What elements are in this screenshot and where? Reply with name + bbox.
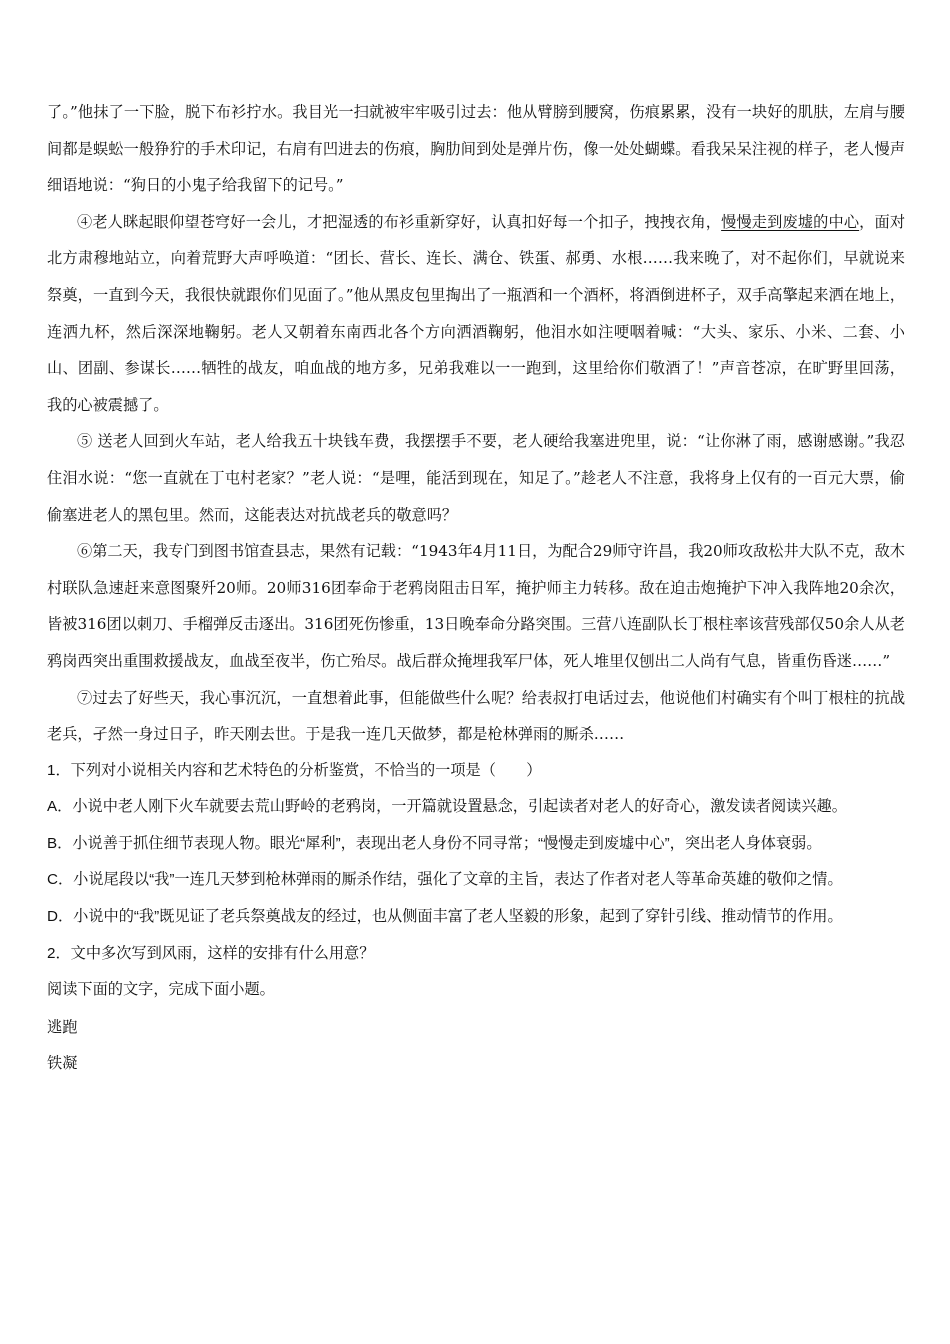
question-2-stem: 2．文中多次写到风雨，这样的安排有什么用意？ (47, 944, 375, 962)
questions-section (47, 753, 905, 1082)
next-passage-title: 逃跑 (47, 1017, 78, 1036)
question-1-option-b: B．小说善于抓住细节表现人物。眼光“犀利”，表现出老人身份不同寻常；“慢慢走到废墟中心”，突出老人身体衰弱。 (47, 834, 822, 852)
story-paragraph-5: ⑤ 送老人回到火车站，老人给我五十块钱车费，我摆摆手不要，老人硬给我塞进兜里，说：“让你淋了雨，感谢感谢。”我忍住泪水说：“您一直就在丁屯村老家？”老人说：“是哩，能活到现在，知足了。”趁老人不注意，我将身上仅有的一百元大票，偷偷塞进老人的黑包里。然而，这能表达对抗战老兵的敬意吗？ (47, 432, 905, 524)
story-paragraph-7: ⑦过去了好些天，我心事沉沉，一直想着此事，但能做些什么呢？给表叔打电话过去，他说他们村确实有个叫丁根柱的抗战老兵，孑然一身过日子，昨天刚去世。于是我一连几天做梦，都是枪林弹雨的厮杀…… (47, 688, 905, 744)
document-page (47, 94, 905, 1082)
next-passage-author: 铁凝 (47, 1054, 78, 1073)
story-paragraph-continued: 了。”他抹了一下脸，脱下布衫拧水。我目光一扫就被牢牢吸引过去：他从臂膀到腰窝，伤痕累累，没有一块好的肌肤，左肩与腰间都是蜈蚣一般狰狞的手术印记，右肩有凹进去的伤痕，胸肋间到处是弹片伤，像一处处蝴蝶。看我呆呆注视的样子，老人慢声细语地说：“狗日的小鬼子给我留下的记号。” (47, 103, 905, 195)
story-paragraph-4 (47, 204, 905, 424)
paragraph-4-underlined-phrase: 慢慢走到废墟的中心 (721, 212, 860, 231)
question-1-option-a: A．小说中老人刚下火车就要去荒山野岭的老鸦岗，一开篇就设置悬念，引起读者对老人的好奇心，激发读者阅读兴趣。 (47, 798, 847, 816)
paragraph-4-text-b: ，面对北方肃穆地站立，向着荒野大声呼唤道：“团长、营长、连长、满仓、铁蛋、郝勇、水根……我来晚了，对不起你们，早就说来祭奠，一直到今天，我很快就跟你们见面了。”他从黑皮包里掏出了一瓶酒和一个酒杯，将酒倒进杯子，双手高擎起来洒在地上，连洒九杯，然后深深地鞠躬。老人又朝着东南西北各个方向洒酒鞠躬，他泪水如注哽咽着喊：“大头、家乐、小米、二套、小山、团副、参谋长……牺牲的战友，咱血战的地方多，兄弟我难以一一跑到，这里给你们敬酒了！”声音苍凉，在旷野里回荡，我的心被震撼了。 (47, 212, 906, 414)
question-1-stem: 1．下列对小说相关内容和艺术特色的分析鉴赏，不恰当的一项是（ ） (47, 761, 542, 779)
reading-instruction: 阅读下面的文字，完成下面小题。 (47, 981, 275, 999)
story-paragraph-6: ⑥第二天，我专门到图书馆查县志，果然有记载：“1943年4月11日，为配合29师守许昌，我20师攻敌松井大队不克，敌木村联队急速赶来意图聚歼20师。20师316团奉命于老鸦岗阻击日军，掩护师主力转移。敌在迫击炮掩护下冲入我阵地20余次，皆被316团以刺刀、手榴弹反击逐出。316团死伤惨重，13日晚奉命分路突围。三营八连副队长丁根柱率该营残部仅50余人从老鸦岗西突出重围救援战友，血战至夜半，伤亡殆尽。战后群众掩埋我军尸体，死人堆里仅刨出二人尚有气息，皆重伤昏迷……” (47, 542, 905, 670)
question-1-option-d: D．小说中的“我”既见证了老兵祭奠战友的经过，也从侧面丰富了老人坚毅的形象，起到了穿针引线、推动情节的作用。 (47, 908, 843, 926)
question-1-option-c: C．小说尾段以“我”一连几天梦到枪林弹雨的厮杀作结，强化了文章的主旨，表达了作者对老人等革命英雄的敬仰之情。 (47, 871, 843, 889)
paragraph-4-text-a: ④老人眯起眼仰望苍穹好一会儿，才把湿透的布衫重新穿好，认真扣好每一个扣子，拽拽衣角， (77, 212, 722, 231)
